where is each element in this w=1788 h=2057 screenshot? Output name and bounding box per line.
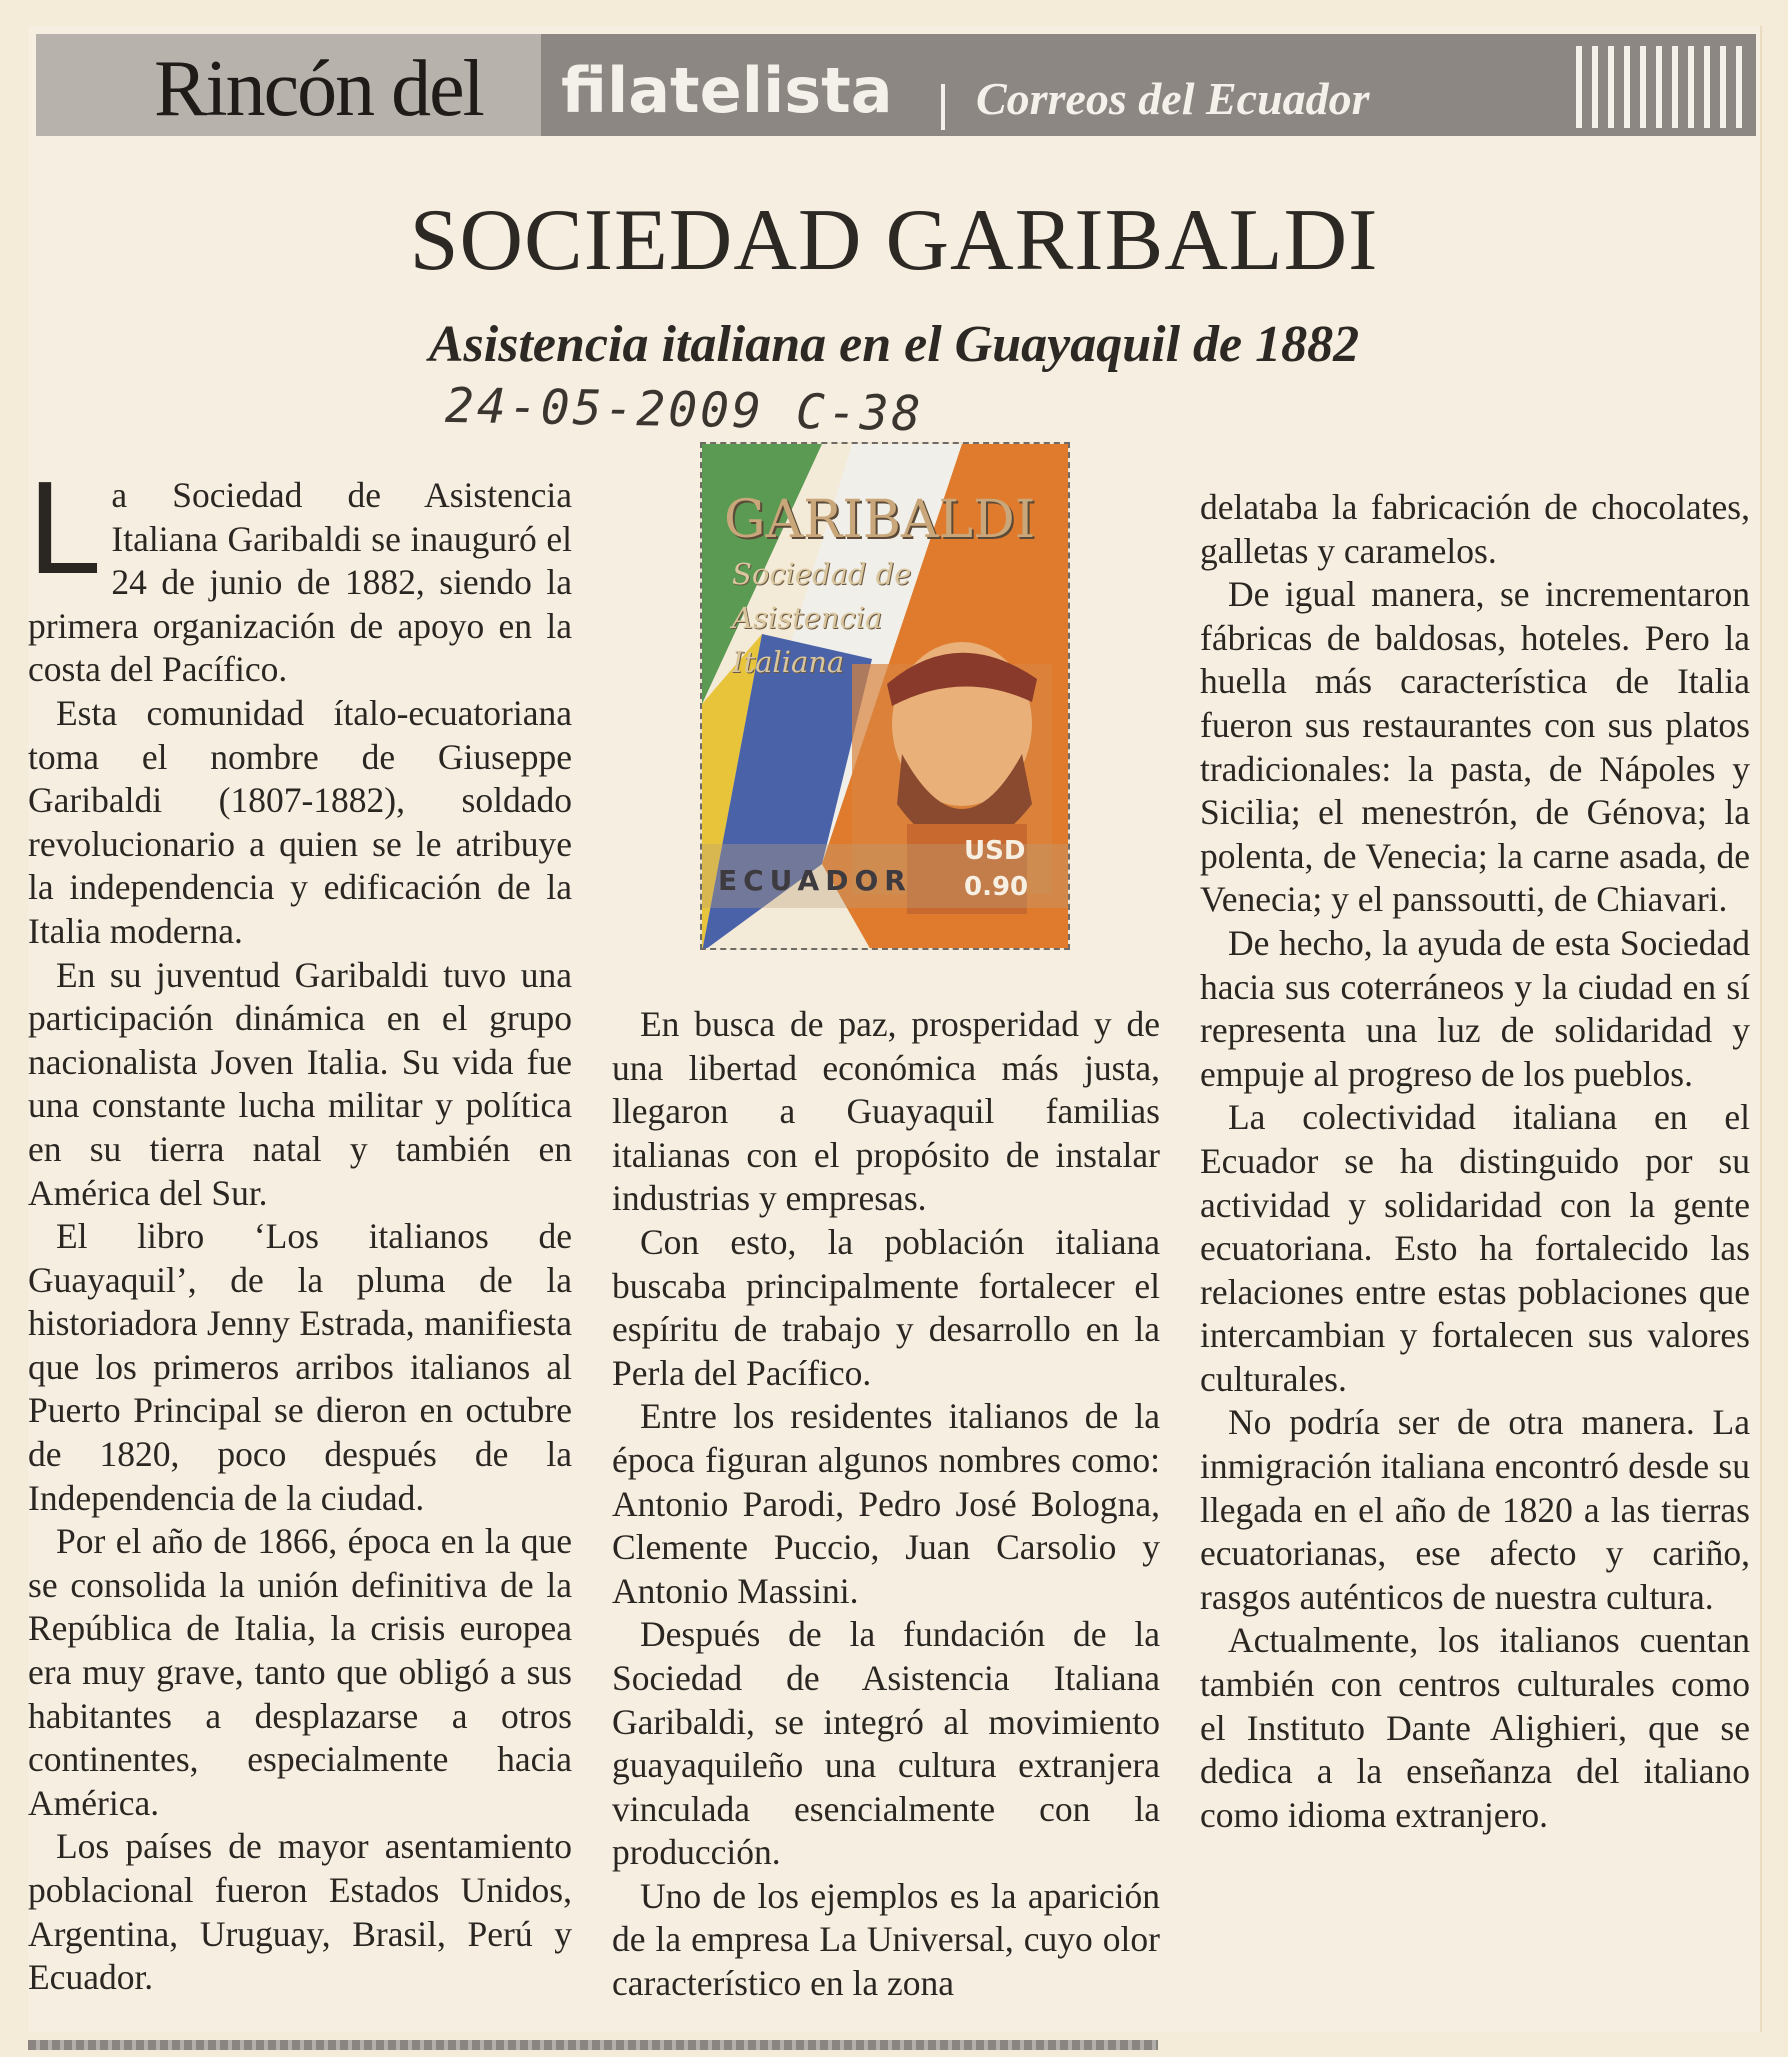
stamp-script-text [732,552,1062,684]
stamp-title: GARIBALDI [724,490,1036,550]
article-column-3 [1200,486,1750,1837]
section-title: Rincón del [154,45,483,133]
article-column-2 [612,1003,1160,2006]
stamp-country: ECUADOR [718,864,912,897]
paragraph: Actualmente, los italianos cuentan también con centros culturales como el Instituto Dante Alighieri, que se dedica a la enseñanza del italiano como idioma extranjero. [1200,1620,1750,1835]
paragraph: delataba la fabricación de chocolates, galletas y caramelos. [1200,487,1750,571]
paragraph: El libro ‘Los italianos de Guayaquil’, de la pluma de la historiadora Jenny Estrada, manifiesta que los primeros arribos italianos al Puerto Principal se dieron en octubre de 1820, poco después de la Independencia de la ciudad. [28,1216,572,1518]
publisher-name: Correos del Ecuador [976,73,1370,124]
stamp-face-value: 0.90 [964,872,1029,902]
paragraph: De hecho, la ayuda de esta Sociedad hacia sus coterráneos y la ciudad en sí representa una luz de solidaridad y empuje al progreso de los pueblos. [1200,922,1750,1094]
article-subtitle: Asistencia italiana en el Guayaquil de 1882 [428,316,1360,373]
paragraph: Entre los residentes italianos de la época figuran algunos nombres como: Antonio Parodi, Pedro José Bologna, Clemente Puccio, Juan Carsolio y Antonio Massini. [612,1396,1160,1611]
paragraph: En su juventud Garibaldi tuvo una participación dinámica en el grupo nacionalista Joven Italia. Su vida fue una constante lucha militar y política en su tierra natal y también en América del Sur. [28,954,572,1213]
paragraph: Uno de los ejemplos es la aparición de la empresa La Universal, cuyo olor característico en la zona [612,1875,1160,2004]
paragraph: De igual manera, se incrementaron fábricas de baldosas, hoteles. Pero la huella más característica de Italia fueron sus restaurantes con sus platos tradicionales: la pasta, de Nápoles y Sicilia; el menestrón, de Génova; la polenta, de Venecia; la carne asada, de Venecia; y el panssoutti, de Chiavari. [1200,574,1750,920]
postage-stamp-image [700,442,1070,950]
paragraph: Por el año de 1866, época en la que se consolida la unión definitiva de la República de Italia, la crisis europea era muy grave, tanto que obligó a sus habitantes a desplazarse a otros continentes, especialmente hacia América. [28,1521,572,1823]
header-separator [941,84,945,130]
section-title-bold: filatelista [561,54,893,127]
article-column-1 [28,454,572,2000]
header-stripes-decoration [1576,46,1746,128]
stamp-currency: USD [964,836,1026,866]
paragraph: Esta comunidad ítalo-ecuatoriana toma el nombre de Giuseppe Garibaldi (1807-1882), soldado revolucionario a quien se le atribuye la independencia y edificación de la Italia moderna. [28,692,572,951]
paragraph: No podría ser de otra manera. La inmigración italiana encontró desde su llegada en el año de 1820 a las tierras ecuatorianas, ese afecto y cariño, rasgos auténticos de nuestra cultura. [1200,1402,1750,1617]
paragraph: Después de la fundación de la Sociedad de Asistencia Italiana Garibaldi, se integró al movimiento guayaquileño una cultura extranjera vinculada esencialmente con la producción. [612,1614,1160,1873]
paragraph: La Sociedad de Asistencia Italiana Garibaldi se inauguró el 24 de junio de 1882, siendo la primera organización de apoyo en la costa del Pacífico. [28,454,572,690]
section-header [36,34,1756,136]
paragraph: Con esto, la población italiana buscaba principalmente fortalecer el espíritu de trabajo y desarrollo en la Perla del Pacífico. [612,1221,1160,1393]
bottom-rule [28,2040,1158,2050]
drop-cap: L [28,454,102,601]
stamp-script-line: Sociedad de Asistencia [732,557,912,635]
paragraph: La colectividad italiana en el Ecuador se ha distinguido por su actividad y solidaridad con la gente ecuatoriana. Esto ha fortalecido las relaciones entre estas poblaciones que intercambian y fortalecen sus valores culturales. [1200,1097,1750,1399]
article-title: SOCIEDAD GARIBALDI [409,192,1379,289]
paragraph: En busca de paz, prosperidad y de una libertad económica más justa, llegaron a Guayaquil familias italianas con el propósito de instalar industrias y empresas. [612,1004,1160,1219]
handwritten-date-note: 24-05-2009 C-38 [444,377,924,443]
paragraph: Los países de mayor asentamiento poblacional fueron Estados Unidos, Argentina, Uruguay, Brasil, Perú y Ecuador. [28,1826,572,1998]
stamp-script-line: Italiana [732,645,845,679]
